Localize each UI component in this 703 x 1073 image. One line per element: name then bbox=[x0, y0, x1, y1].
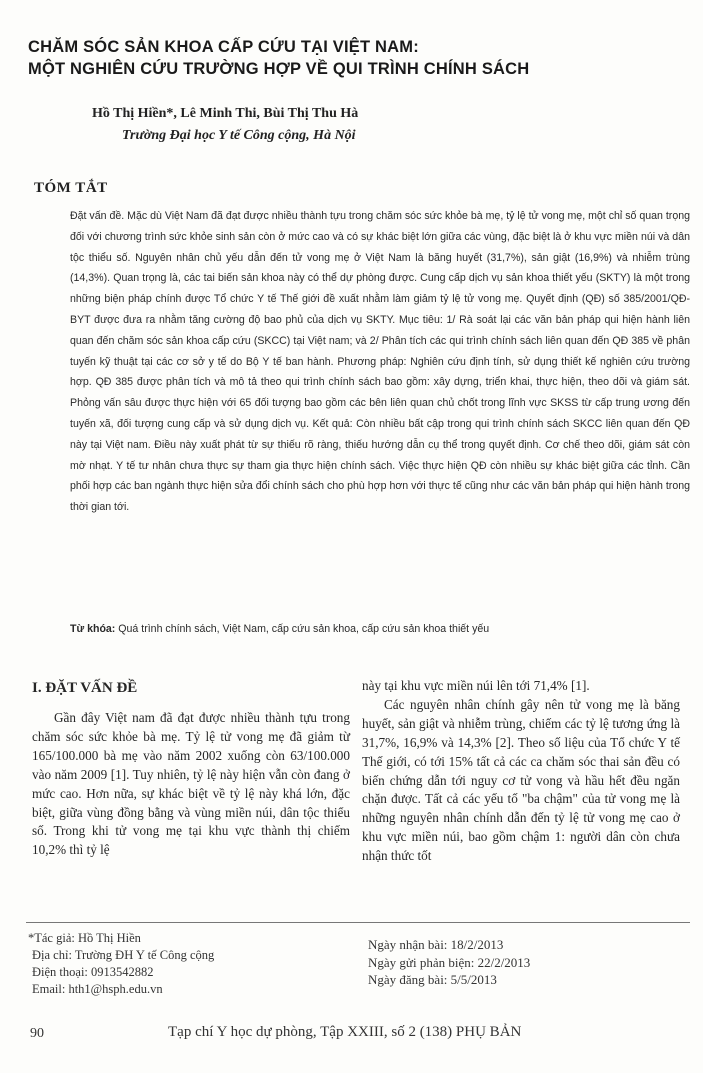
footnote-email: Email: hth1@hsph.edu.vn bbox=[32, 982, 163, 996]
abstract-heading: TÓM TẮT bbox=[34, 180, 108, 196]
footnote-divider bbox=[26, 922, 690, 923]
section-paragraph-continued: này tại khu vực miền núi lên tới 71,4% [1]. bbox=[362, 678, 590, 693]
date-received: Ngày nhận bài: 18/2/2013 bbox=[368, 937, 504, 952]
column-left bbox=[32, 677, 350, 860]
section-paragraph-2: Các nguyên nhân chính gây nên tử vong mẹ là băng huyết, sản giật và nhiễm trùng, chiếm các tỷ lệ tương ứng là 31,7%, 16,9% và 14,3% [2]. Theo số liệu của Tổ chức Y tế Thế giới, có tới 15% tất cả các ca chăm sóc thai sản đều có biến chứng dẫn tới nguy cơ tử vong và hầu hết đều ngăn chặn được. Tất cả các yếu tố "ba chậm" của tử vong mẹ là những nguyên nhân chính dẫn đến tỷ lệ tử vong mẹ cao ở khu vực miền núi, bao gồm chậm 1: người dân còn chưa nhận thức tốt bbox=[362, 696, 680, 864]
authors: Hồ Thị Hiền*, Lê Minh Thi, Bùi Thị Thu Hà bbox=[92, 106, 359, 121]
abstract-text: Đặt vấn đề. Mặc dù Việt Nam đã đạt được nhiều thành tựu trong chăm sóc sức khỏe bà mẹ, tỷ lệ tử vong mẹ, một chỉ số quan trọng đối với chương trình sức khỏe sinh sản còn ở mức cao và có sự khác biệt lớn giữa các vùng, đặc biệt là ở khu vực miền núi và dân tộc thiểu số. Nguyên nhân chủ yếu dẫn đến tử vong mẹ ở Việt Nam là băng huyết (31,7%), sản giật (16,9%) và nhiễm trùng (14,3%). Quan trọng là, các tai biến sản khoa này có thể dự phòng được. Cung cấp dịch vụ sản khoa thiết yếu (SKTY) là một trong những biện pháp chính được Tổ chức Y tế Thế giới đề xuất nhằm làm giảm tỷ lệ tử vong mẹ. Quyết định (QĐ) số 385/2001/QĐ-BYT được đưa ra nhằm tăng cường độ bao phủ của dịch vụ SKTY. Mục tiêu: 1/ Rà soát lại các văn bản pháp qui hiện hành liên quan đến chăm sóc sản khoa cấp cứu (SKCC) tại Việt nam; và 2/ Phân tích các qui trình chính sách liên quan đến QĐ 385 về phân tuyến kỹ thuật tại các cơ sở y tế do Bộ Y tế ban hành. Phương pháp: Nghiên cứu định tính, sử dụng thiết kế nghiên cứu trường hợp. QĐ 385 được phân tích và mô tả theo qui trình chính sách bao gồm: xây dựng, triển khai, thực hiện, theo dõi và giám sát. Phỏng vấn sâu được thực hiện với 65 đối tượng bao gồm các bên liên quan chủ chốt trong lĩnh vực SKSS từ cấp trung ương đến tuyến xã, đối tượng cung cấp và sử dụng dịch vụ. Kết quả: Còn nhiều bất cập trong qui trình chính sách SKCC liên quan đến QĐ này tại Việt nam. Điều này xuất phát từ sự thiếu rõ ràng, thiếu hướng dẫn cụ thể trong quyết định. Cơ chế theo dõi, giám sát còn mờ nhạt. Y tế tư nhân chưa thực sự tham gia thực hiện chính sách. Việc thực hiện QĐ còn nhiều sự khác biệt giữa các tỉnh. Cần phối hợp các ban ngành thực hiện sửa đổi chính sách cho phù hợp hơn với thực tế cũng như các văn bản pháp qui hiện hành trong thời gian tới. bbox=[70, 210, 690, 514]
date-reviewed: Ngày gửi phản biện: 22/2/2013 bbox=[368, 954, 531, 970]
column-right bbox=[362, 677, 680, 866]
section-heading: I. ĐẶT VẤN ĐỀ bbox=[32, 680, 138, 696]
title-line-2: MỘT NGHIÊN CỨU TRƯỜNG HỢP VỀ QUI TRÌNH CHÍNH SÁCH bbox=[28, 60, 530, 78]
footnote-address: Địa chỉ: Trường ĐH Y tế Công cộng bbox=[32, 948, 215, 962]
page-number: 90 bbox=[30, 1026, 44, 1041]
keywords-text: Quá trình chính sách, Việt Nam, cấp cứu sản khoa, cấp cứu sản khoa thiết yếu bbox=[118, 623, 490, 635]
section-paragraph-1: Gần đây Việt nam đã đạt được nhiều thành tựu trong chăm sóc sức khỏe bà mẹ. Tỷ lệ tử vong mẹ đã giảm từ 165/100.000 bà mẹ vào năm 2002 xuống còn 63/100.000 vào năm 2009 [1]. Tuy nhiên, tỷ lệ này hiện vẫn còn đang ở mức cao. Hơn nữa, sự khác biệt về tỷ lệ này khá lớn, đặc biệt, giữa vùng đồng bằng và vùng miền núi, dân tộc thiểu số. Trong khi tử vong mẹ tại khu vực thành thị chiếm 10,2% thì tỷ lệ bbox=[32, 710, 350, 858]
affiliation: Trường Đại học Y tế Công cộng, Hà Nội bbox=[122, 128, 356, 143]
author-footnote bbox=[28, 930, 348, 998]
abstract-body bbox=[70, 206, 690, 518]
journal-footer: Tạp chí Y học dự phòng, Tập XXIII, số 2 (138) PHỤ BẢN bbox=[168, 1024, 522, 1040]
footnote-phone: Điện thoại: 0913542882 bbox=[32, 965, 154, 979]
keywords bbox=[70, 620, 690, 638]
footnote-author: *Tác giả: Hồ Thị Hiền bbox=[28, 931, 141, 945]
keywords-label: Từ khóa: bbox=[70, 623, 116, 635]
article-dates bbox=[368, 936, 668, 989]
title-line-1: CHĂM SÓC SẢN KHOA CẤP CỨU TẠI VIỆT NAM: bbox=[28, 38, 419, 56]
paper-title bbox=[28, 36, 678, 80]
date-published: Ngày đăng bài: 5/5/2013 bbox=[368, 972, 497, 987]
